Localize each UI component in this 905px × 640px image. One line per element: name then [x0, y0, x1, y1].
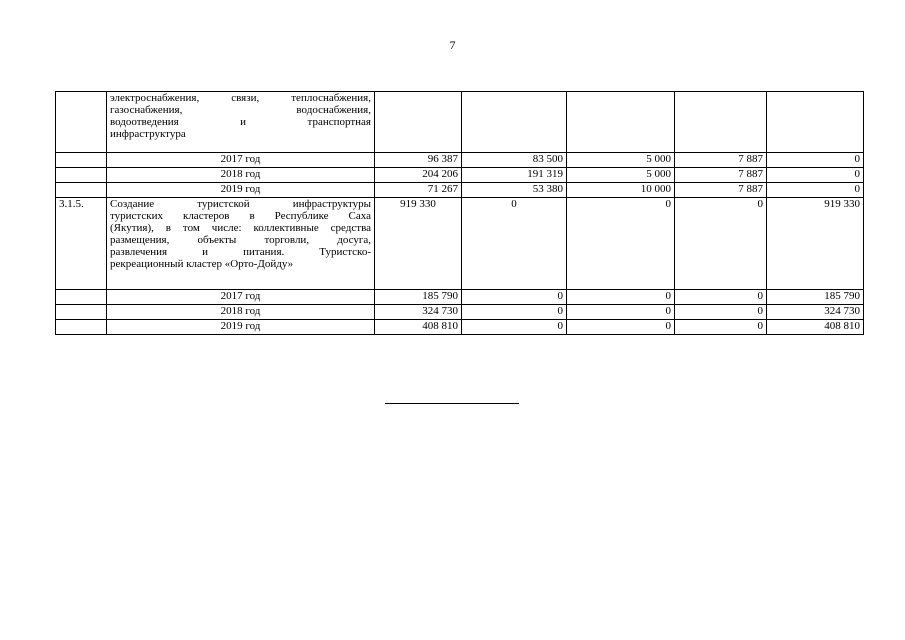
row-description	[107, 92, 375, 153]
row-code	[56, 320, 107, 335]
description-line: водоотведения и транспортная	[110, 116, 371, 128]
row-year: 2019 год	[107, 320, 375, 335]
table-row	[56, 290, 864, 305]
value-total: 185 790	[375, 290, 462, 305]
table-row	[56, 198, 864, 290]
value-col-5: 408 810	[767, 320, 864, 335]
table-row	[56, 320, 864, 335]
value-col-5	[767, 92, 864, 153]
value-col-3: 5 000	[567, 153, 675, 168]
value-total: 204 206	[375, 168, 462, 183]
value-col-2	[462, 92, 567, 153]
row-code	[56, 168, 107, 183]
row-code	[56, 153, 107, 168]
description-line: развлечения и питания. Туристско-	[110, 246, 371, 258]
end-of-document-rule	[385, 403, 519, 404]
row-year: 2019 год	[107, 183, 375, 198]
value-total: 408 810	[375, 320, 462, 335]
value-total: 324 730	[375, 305, 462, 320]
value-col-3: 0	[567, 290, 675, 305]
value-col-4: 7 887	[675, 183, 767, 198]
row-code	[56, 92, 107, 153]
value-col-2: 191 319	[462, 168, 567, 183]
row-year: 2017 год	[107, 153, 375, 168]
row-description	[107, 198, 375, 290]
value-col-5: 324 730	[767, 305, 864, 320]
description-line: Создание туристской инфраструктуры	[110, 198, 371, 210]
value-col-2: 53 380	[462, 183, 567, 198]
value-col-2: 83 500	[462, 153, 567, 168]
value-col-4: 0	[675, 198, 767, 290]
table-row	[56, 305, 864, 320]
row-code	[56, 183, 107, 198]
row-year: 2018 год	[107, 168, 375, 183]
value-col-4: 0	[675, 320, 767, 335]
value-col-5: 185 790	[767, 290, 864, 305]
value-col-3: 5 000	[567, 168, 675, 183]
value-total	[375, 92, 462, 153]
value-col-2: 0	[462, 290, 567, 305]
value-col-4: 0	[675, 305, 767, 320]
value-col-3: 0	[567, 305, 675, 320]
row-code	[56, 305, 107, 320]
value-col-3	[567, 92, 675, 153]
description-line: (Якутия), в том числе: коллективные средства	[110, 222, 371, 234]
table-row	[56, 168, 864, 183]
row-code: 3.1.5.	[56, 198, 107, 290]
description-line: инфраструктура	[110, 128, 186, 140]
value-col-2: 0	[462, 305, 567, 320]
value-col-4	[675, 92, 767, 153]
value-col-4: 0	[675, 290, 767, 305]
description-line: газоснабжения, водоснабжения,	[110, 104, 371, 116]
value-col-5: 0	[767, 183, 864, 198]
value-col-2: 0	[462, 320, 567, 335]
row-year: 2018 год	[107, 305, 375, 320]
value-total: 71 267	[375, 183, 462, 198]
description-line: электроснабжения, связи, теплоснабжения,	[110, 92, 371, 104]
value-col-3: 0	[567, 320, 675, 335]
description-line: рекреационный кластер «Орто-Дойду»	[110, 258, 294, 270]
value-col-3: 10 000	[567, 183, 675, 198]
value-col-5: 919 330	[767, 198, 864, 290]
table-row	[56, 92, 864, 153]
budget-table	[55, 91, 864, 335]
value-col-3: 0	[567, 198, 675, 290]
value-total: 96 387	[375, 153, 462, 168]
table-row	[56, 183, 864, 198]
value-col-5: 0	[767, 168, 864, 183]
table-row	[56, 153, 864, 168]
page-number: 7	[449, 38, 456, 52]
value-col-2: 0	[462, 198, 567, 290]
value-col-4: 7 887	[675, 168, 767, 183]
value-total: 919 330	[375, 198, 462, 290]
value-col-5: 0	[767, 153, 864, 168]
row-code	[56, 290, 107, 305]
value-col-4: 7 887	[675, 153, 767, 168]
row-year: 2017 год	[107, 290, 375, 305]
description-line: размещения, объекты торговли, досуга,	[110, 234, 371, 246]
description-line: туристских кластеров в Республике Саха	[110, 210, 371, 222]
